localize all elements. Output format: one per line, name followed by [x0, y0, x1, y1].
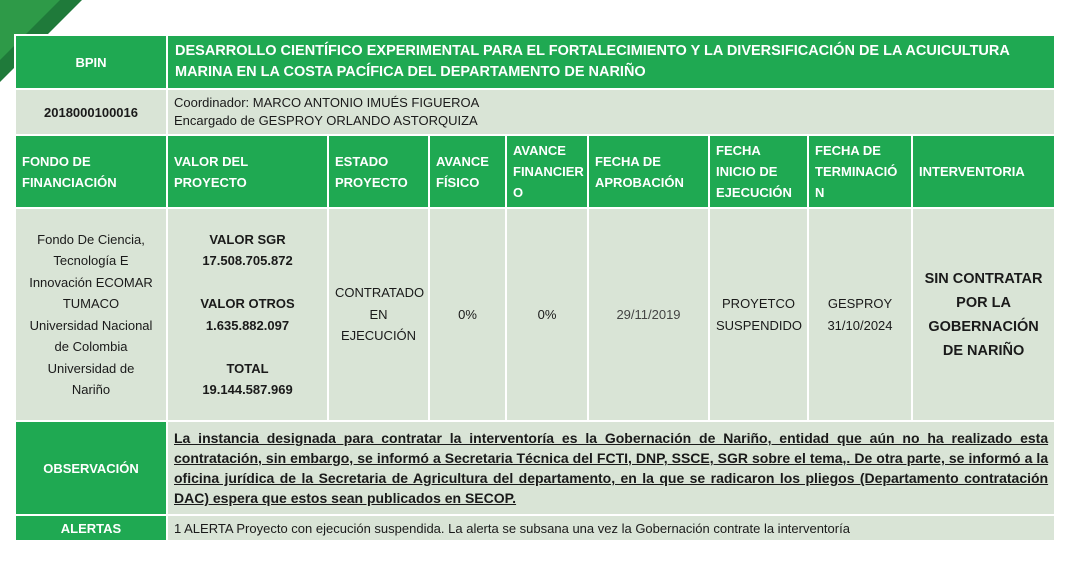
col-aprob-l2: APROBACIÓN — [595, 174, 684, 190]
col-fisico-l1: AVANCE — [436, 153, 489, 169]
col-fondo — [15, 135, 167, 208]
col-fondo-l2: FINANCIACIÓN — [22, 174, 117, 190]
fondo-line: Fondo De Ciencia, — [37, 231, 145, 247]
col-fecha-inicio — [709, 135, 808, 208]
fecha-aprobacion: 29/11/2019 — [588, 208, 709, 421]
valor-otros-label: VALOR OTROS — [200, 296, 295, 311]
interventoria-status — [912, 208, 1055, 421]
alertas-text: 1 ALERTA Proyecto con ejecución suspendida. La alerta se subsana una vez la Gobernación contrate la interventoría — [167, 515, 1055, 541]
estado-line: CONTRATADO — [335, 285, 425, 301]
fondo-line: Innovación ECOMAR — [29, 274, 153, 290]
col-interventoria: INTERVENTORIA — [912, 135, 1055, 208]
coordinador: Coordinador: MARCO ANTONIO IMUÉS FIGUEROA — [174, 95, 480, 110]
project-title — [167, 35, 1055, 89]
total-label: TOTAL — [226, 360, 269, 376]
responsables — [167, 89, 1055, 135]
inicio-line: SUSPENDIDO — [716, 317, 802, 333]
valor-sgr: 17.508.705.872 — [202, 253, 293, 268]
col-inicio-l2: INICIO DE — [716, 164, 778, 179]
bpin-label: BPIN — [15, 35, 167, 89]
alertas-label: ALERTAS — [15, 515, 167, 541]
total-value: 19.144.587.969 — [202, 382, 293, 397]
col-fisico-l2: FÍSICO — [436, 174, 480, 190]
col-inicio-l3: EJECUCIÓN — [716, 185, 792, 200]
valor-proyecto — [167, 208, 328, 421]
fecha-inicio — [709, 208, 808, 421]
fecha-terminacion — [808, 208, 912, 421]
col-term-l3: N — [815, 185, 825, 200]
fondo-line: Tecnología E — [53, 253, 129, 268]
col-fecha-terminacion — [808, 135, 912, 208]
bpin-value: 2018000100016 — [15, 89, 167, 135]
estado-proyecto — [328, 208, 429, 421]
valor-sgr-label: VALOR SGR — [209, 231, 286, 247]
alertas-row — [15, 515, 1055, 541]
project-table — [14, 34, 1056, 542]
title-row — [15, 35, 1055, 89]
col-term-l2: TERMINACIÓ — [815, 164, 898, 179]
col-valor: VALOR DEL PROYECTO — [167, 135, 328, 208]
fondo-line: Universidad Nacional — [29, 317, 153, 333]
col-estado-l2: PROYECTO — [335, 174, 408, 190]
info-row — [15, 89, 1055, 135]
observacion-label: OBSERVACIÓN — [15, 421, 167, 515]
estado-line: EN — [369, 306, 388, 322]
col-fin-l1: AVANCE — [513, 143, 566, 158]
col-estado — [328, 135, 429, 208]
column-header-row — [15, 135, 1055, 208]
fondo-line: de Colombia — [54, 339, 128, 354]
col-fondo-l1: FONDO DE — [22, 153, 91, 169]
avance-financiero: 0% — [506, 208, 588, 421]
fondo-line: Universidad de — [47, 360, 135, 376]
col-avance-financiero — [506, 135, 588, 208]
col-avance-fisico — [429, 135, 506, 208]
col-fecha-aprobacion — [588, 135, 709, 208]
observacion-row — [15, 421, 1055, 515]
terminacion-line: GESPROY — [827, 296, 893, 311]
col-estado-l1: ESTADO — [335, 153, 389, 169]
col-aprob-l1: FECHA DE — [595, 153, 661, 169]
interventoria-line: POR LA — [956, 294, 1011, 311]
col-inicio-l1: FECHA — [716, 143, 761, 158]
avance-fisico: 0% — [429, 208, 506, 421]
fondo-financiacion — [15, 208, 167, 421]
col-term-l1: FECHA DE — [815, 143, 881, 158]
fondo-line: Nariño — [71, 382, 111, 397]
project-data-row — [15, 208, 1055, 421]
interventoria-line: SIN CONTRATAR — [924, 270, 1043, 287]
interventoria-line: GOBERNACIÓN — [928, 318, 1039, 335]
valor-otros: 1.635.882.097 — [205, 317, 290, 333]
project-title-line1: DESARROLLO CIENTÍFICO EXPERIMENTAL PARA EL FORTALECIMIENTO Y LA DIVERSIFICACIÓN DE LA ACUICULTURA — [175, 43, 1010, 59]
col-fin-l3: O — [513, 185, 524, 200]
terminacion-line: 31/10/2024 — [827, 317, 893, 333]
col-fin-l2: FINANCIER — [513, 164, 584, 179]
estado-line: EJECUCIÓN — [340, 328, 417, 344]
observacion-text: La instancia designada para contratar la interventoría es la Gobernación de Nariño, entidad que aún no ha realizado esta contratación, sin embargo, se informó a Secretaria Técnica del FCTI, DNP, SSCE, SGR sobre el tema,. De otra parte, se informó a la oficina jurídica de la Secretaria de Agricultura del departamento, en la que se radicaron los pliegos (Departamento contratación DAC) espera que estos sean publicados en SECOP. — [167, 421, 1055, 515]
fondo-line: TUMACO — [62, 296, 120, 311]
encargado: Encargado de GESPROY ORLANDO ASTORQUIZA — [174, 113, 478, 128]
inicio-line: PROYETCO — [722, 296, 795, 311]
interventoria-line: DE NARIÑO — [942, 342, 1025, 359]
project-title-line2: MARINA EN LA COSTA PACÍFICA DEL DEPARTAMENTO DE NARIÑO — [175, 64, 646, 80]
